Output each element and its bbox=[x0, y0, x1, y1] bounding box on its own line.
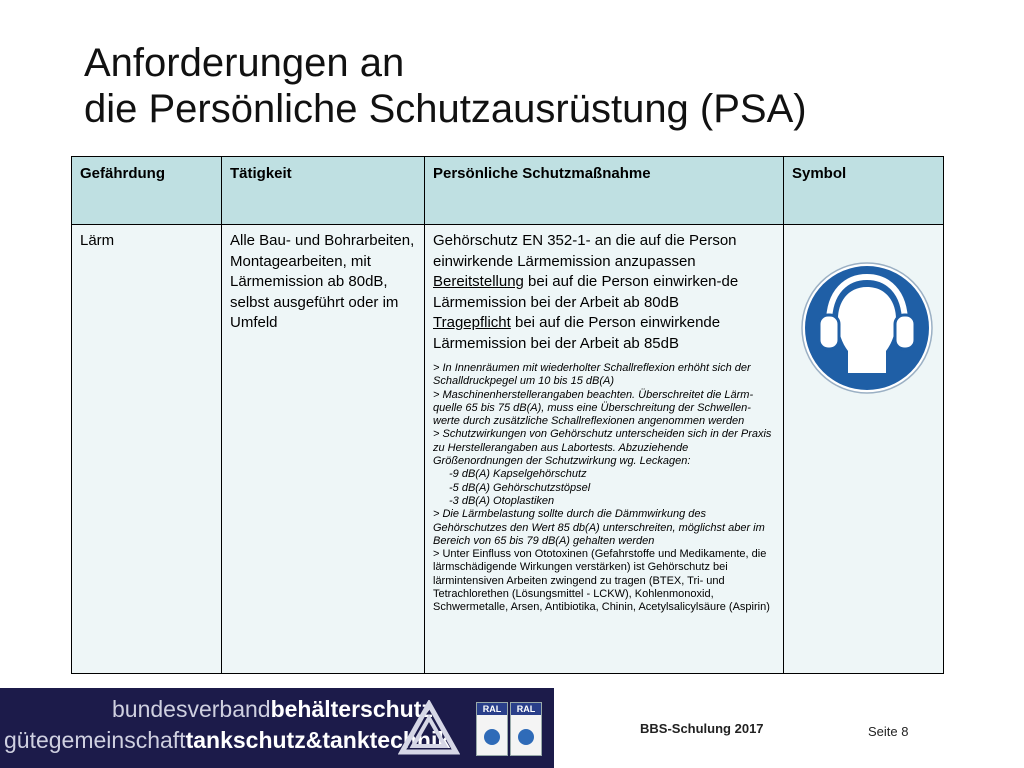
ral-label-2: RAL bbox=[511, 703, 541, 715]
header-activity: Tätigkeit bbox=[222, 157, 425, 225]
obligation-label: Tragepflicht bbox=[433, 314, 511, 331]
ral-seal-icon bbox=[518, 729, 534, 745]
hearing-protection-icon bbox=[800, 261, 934, 395]
event-label: BBS-Schulung 2017 bbox=[640, 721, 764, 736]
note-2: > Maschinenherstellerangaben beachten. Überschreitet die Lärm-quelle 65 bis 75 dB(A), muss eine Überschreitung der Schwellen-werte durch zusätzliche Schallreflexionen angenommen werden bbox=[433, 388, 754, 428]
footer-org-line-1: bundesverbandbehälterschutz bbox=[112, 696, 433, 722]
ral-seal-icon bbox=[484, 729, 500, 745]
measure-provision bbox=[433, 272, 775, 313]
psa-table bbox=[71, 156, 944, 674]
obligation-text: bei auf die Person einwirkende Lärmemission bei der Arbeit ab 85dB bbox=[433, 314, 721, 352]
provision-label: Bereitstellung bbox=[433, 273, 524, 290]
note-3b: -5 dB(A) Gehörschutzstöpsel bbox=[449, 481, 591, 494]
note-3a: -9 dB(A) Kapselgehörschutz bbox=[449, 468, 587, 481]
measure-notes bbox=[433, 362, 775, 615]
title-line-1: Anforderungen an bbox=[84, 41, 405, 85]
header-hazard: Gefährdung bbox=[72, 157, 222, 225]
header-symbol: Symbol bbox=[784, 157, 944, 225]
title-line-2: die Persönliche Schutzausrüstung (PSA) bbox=[84, 87, 807, 131]
ral-badge-1 bbox=[476, 702, 508, 756]
ral-badge-2 bbox=[510, 702, 542, 756]
note-3: > Schutzwirkungen von Gehörschutz unterscheiden sich in der Praxis zu Herstellerangaben aus Labortests. Abzuziehende Größenordnungen der Schutzwirkung wg. Leckagen: bbox=[433, 428, 772, 468]
cell-measure bbox=[425, 225, 784, 674]
footer-banner bbox=[0, 688, 554, 768]
header-measure: Persönliche Schutzmaßnahme bbox=[425, 157, 784, 225]
note-1: > In Innenräumen mit wiederholter Schallreflexion erhöht sich der Schalldruckpegel um 10 bis 15 dB(A) bbox=[433, 362, 751, 388]
measure-intro: Gehörschutz EN 352-1- an die auf die Person einwirkende Lärmemission anzupassen bbox=[433, 232, 737, 270]
cell-symbol bbox=[784, 225, 944, 674]
cell-activity: Alle Bau- und Bohrarbeiten, Montagearbeiten, mit Lärmemission ab 80dB, selbst ausgeführt oder im Umfeld bbox=[222, 225, 425, 674]
note-5: > Unter Einfluss von Ototoxinen (Gefahrstoffe und Medikamente, die lärmschädigende Wirkungen verstärken) ist Gehörschutz bei lärmintensiven Arbeiten zwingend zu tragen (BTEX, Tri- und Tetrachlorethen (Lösungsmittel - LCKW), Kohlenmonoxid, Schwermetalle, Arsen, Antibiotika, Chinin, Acetylsalicylsäure (Aspirin) bbox=[433, 548, 770, 614]
provision-text: bei auf die Person einwirken-de Lärmemission bei der Arbeit ab 80dB bbox=[433, 273, 739, 311]
cell-hazard: Lärm bbox=[72, 225, 222, 674]
page-number: Seite 8 bbox=[868, 724, 909, 739]
footer-org-line-2: gütegemeinschafttankschutz&tanktechnik bbox=[4, 727, 451, 753]
triangle-logo-icon bbox=[398, 700, 460, 756]
measure-obligation bbox=[433, 313, 775, 354]
note-4: > Die Lärmbelastung sollte durch die Dämmwirkung des Gehörschutzes den Wert 85 db(A) unterschreiten, möglichst aber im Bereich von 65 bis 79 dB(A) gehalten werden bbox=[433, 508, 765, 547]
page-title bbox=[84, 40, 984, 132]
table-row bbox=[72, 225, 944, 674]
ral-label-1: RAL bbox=[477, 703, 507, 715]
table-header-row bbox=[72, 157, 944, 225]
note-3c: -3 dB(A) Otoplastiken bbox=[449, 494, 555, 507]
